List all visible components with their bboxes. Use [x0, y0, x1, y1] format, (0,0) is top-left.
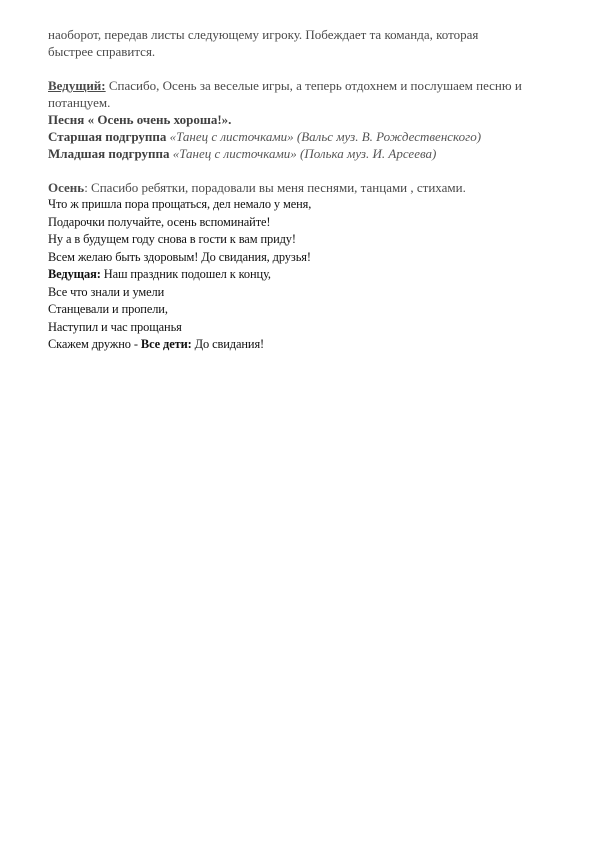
older-group-line [48, 128, 568, 145]
song-title: Песня « Осень очень хороша!». [48, 112, 232, 127]
younger-group-line [48, 145, 568, 162]
document-page [48, 26, 568, 354]
poem-line: Станцевали и пропели, [48, 302, 168, 316]
paragraph-line: наоборот, передав листы следующему игроку. Побеждает та команда, которая [48, 27, 479, 42]
poem-line-end: До свидания! [191, 337, 265, 351]
host-speech: Спасибо, Осень за веселые игры, а теперь отдохнем и послушаем песню и потанцуем. [48, 78, 522, 110]
poem-line-text: Наш праздник подошел к концу, [100, 267, 271, 281]
poem-line-text: Скажем дружно - [48, 337, 141, 351]
older-group-label: Старшая подгруппа [48, 129, 167, 144]
host-female-speaker-label: Ведущая: [48, 267, 101, 281]
paragraph-gap [48, 60, 568, 77]
younger-group-dance: «Танец с листочками» (Полька муз. И. Арсеева) [169, 146, 437, 161]
poem-line [48, 336, 568, 354]
autumn-line [48, 179, 568, 196]
poem-line: Наступил и час прощанья [48, 319, 182, 334]
poem-line: Все что знали и умели [48, 284, 165, 299]
host-speaker-label: Ведущий: [48, 78, 106, 93]
poem-line: Подарочки получайте, осень вспоминайте! [48, 214, 271, 229]
farewell-poem [48, 196, 568, 354]
autumn-speech: : Спасибо ребятки, порадовали вы меня песнями, танцами , стихами. [84, 180, 466, 195]
host-line [48, 77, 568, 111]
autumn-speaker-label: Осень [48, 180, 85, 195]
poem-line: Всем желаю быть здоровым! До свидания, друзья! [48, 249, 311, 264]
poem-line: Ну а в будущем году снова в гости к вам приду! [48, 232, 296, 246]
paragraph-gap [48, 162, 568, 179]
all-children-speaker-label: Все дети: [140, 337, 192, 351]
younger-group-label: Младшая подгруппа [48, 146, 170, 161]
poem-line [48, 266, 568, 284]
poem-line: Что ж пришла пора прощаться, дел немало у меня, [48, 197, 312, 211]
paragraph-line: быстрее справится. [48, 44, 156, 59]
older-group-dance: «Танец с листочками» (Вальс муз. В. Рождественского) [166, 129, 482, 144]
